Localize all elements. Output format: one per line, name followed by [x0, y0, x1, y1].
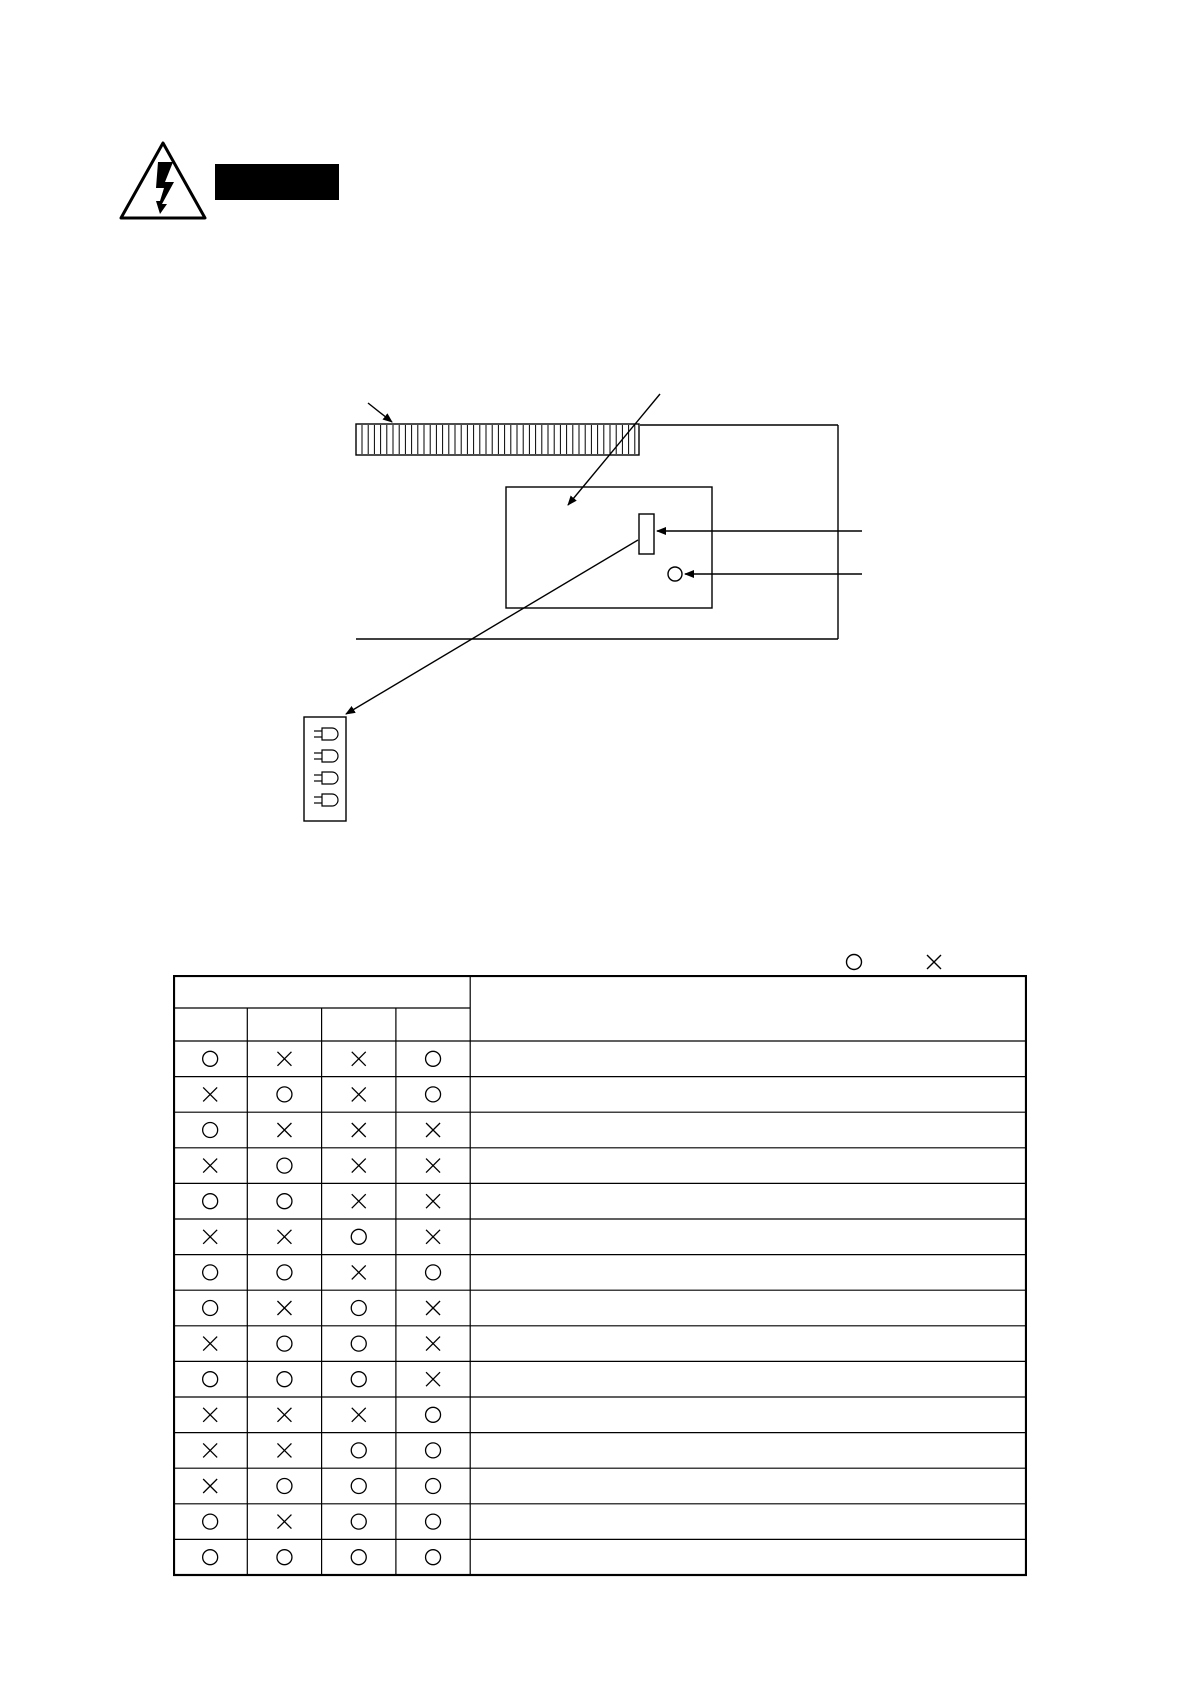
led-off-symbol — [277, 1123, 291, 1137]
led-on-symbol — [351, 1479, 366, 1494]
led-on-symbol — [351, 1229, 366, 1244]
led-on-symbol — [426, 1550, 441, 1565]
led-on-symbol — [277, 1550, 292, 1565]
led-on-symbol — [203, 1194, 218, 1209]
led-off-symbol — [277, 1230, 291, 1244]
led-off-symbol — [352, 1194, 366, 1208]
led-on-symbol — [277, 1158, 292, 1173]
led-on-symbol — [203, 1301, 218, 1316]
led-on-symbol — [351, 1372, 366, 1387]
board-connector-icon — [356, 424, 639, 455]
legend-off-symbol — [924, 952, 944, 972]
led-on-symbol — [351, 1301, 366, 1316]
led-off-symbol — [352, 1159, 366, 1173]
led-off-symbol — [426, 1159, 440, 1173]
chassis-outline — [356, 425, 838, 639]
led-detail-arrow — [346, 540, 638, 714]
led-on-symbol — [426, 1443, 441, 1458]
legend-on-symbol — [844, 952, 864, 972]
switch-button — [668, 567, 682, 581]
led-off-symbol — [277, 1408, 291, 1422]
led-on-symbol — [351, 1443, 366, 1458]
led-off-symbol — [352, 1087, 366, 1101]
led-off-symbol — [277, 1443, 291, 1457]
led-off-symbol — [203, 1230, 217, 1244]
control-board — [506, 487, 712, 608]
led-on-symbol — [203, 1550, 218, 1565]
warning-label-bar — [215, 164, 339, 200]
led-off-symbol — [203, 1087, 217, 1101]
led-on-symbol — [203, 1265, 218, 1280]
led-off-symbol — [352, 1052, 366, 1066]
led-off-symbol — [352, 1265, 366, 1279]
connector-pointer-arrow — [368, 403, 392, 422]
led-status-table — [173, 975, 1027, 1581]
led-on-symbol — [203, 1123, 218, 1138]
led-off-symbol — [426, 1372, 440, 1386]
led-off-symbol — [203, 1159, 217, 1173]
led-off-symbol — [203, 1443, 217, 1457]
led-off-symbol — [277, 1052, 291, 1066]
led-on-symbol — [277, 1372, 292, 1387]
led-on-symbol — [277, 1265, 292, 1280]
high-voltage-icon — [118, 140, 208, 222]
led-on-symbol — [203, 1514, 218, 1529]
led-off-symbol — [277, 1515, 291, 1529]
led-off-symbol — [352, 1123, 366, 1137]
led-on-symbol — [277, 1194, 292, 1209]
led-off-symbol — [426, 1123, 440, 1137]
led-on-symbol — [351, 1514, 366, 1529]
led-on-symbol — [426, 1479, 441, 1494]
led-off-symbol — [203, 1408, 217, 1422]
led-on-symbol — [203, 1051, 218, 1066]
led-off-symbol — [352, 1408, 366, 1422]
led-off-symbol — [426, 1194, 440, 1208]
board-diagram — [0, 380, 1191, 840]
led-module — [639, 514, 654, 554]
led-on-symbol — [203, 1372, 218, 1387]
led-on-symbol — [277, 1479, 292, 1494]
led-on-symbol — [426, 1407, 441, 1422]
led-off-symbol — [426, 1230, 440, 1244]
led-off-symbol — [426, 1301, 440, 1315]
led-on-symbol — [351, 1336, 366, 1351]
led-off-symbol — [426, 1337, 440, 1351]
led-off-symbol — [277, 1301, 291, 1315]
led-off-symbol — [203, 1337, 217, 1351]
led-on-symbol — [426, 1051, 441, 1066]
led-on-symbol — [277, 1336, 292, 1351]
led-on-symbol — [426, 1514, 441, 1529]
led-on-symbol — [426, 1087, 441, 1102]
led-off-symbol — [203, 1479, 217, 1493]
led-on-symbol — [351, 1550, 366, 1565]
led-on-symbol — [426, 1265, 441, 1280]
led-on-symbol — [277, 1087, 292, 1102]
